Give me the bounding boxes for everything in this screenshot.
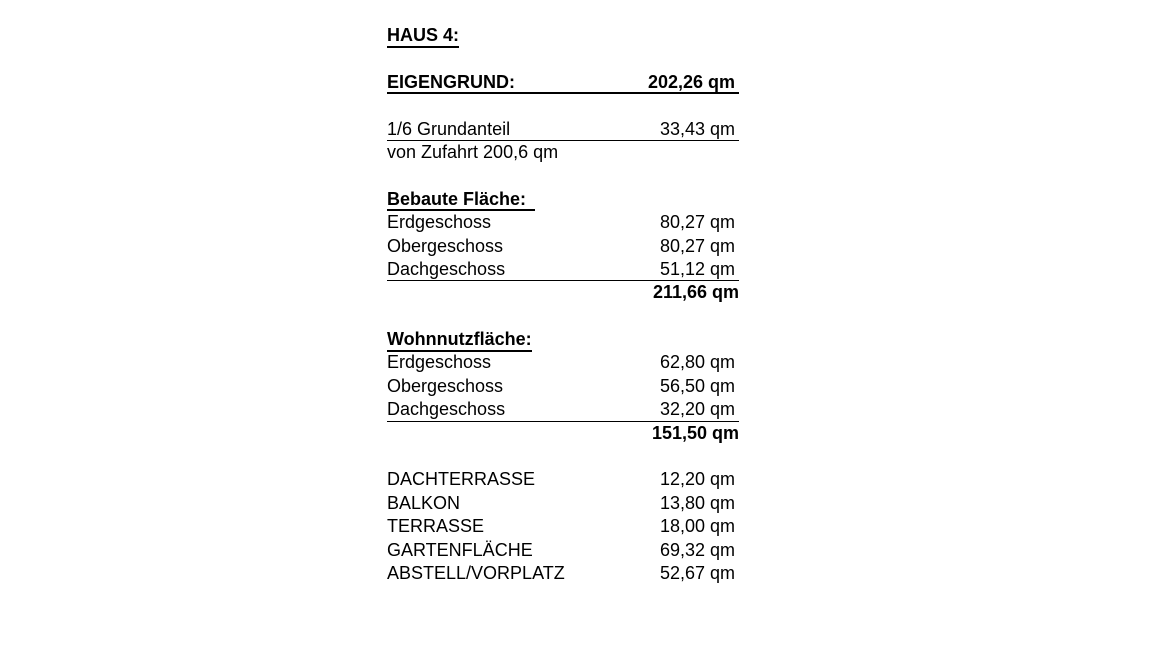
row-label: Erdgeschoss: [387, 352, 492, 373]
table-row: [387, 468, 739, 491]
table-row: [387, 562, 739, 585]
row-label: ABSTELL/VORPLATZ: [387, 562, 565, 583]
blank-line: [387, 47, 739, 70]
eigengrund-row: [387, 71, 739, 94]
table-row: [387, 211, 739, 234]
total-value: 151,50 qm: [651, 422, 739, 443]
row-label: TERRASSE: [387, 516, 485, 537]
table-row: [387, 515, 739, 538]
table-row: [387, 375, 739, 398]
row-label: Dachgeschoss: [387, 399, 506, 420]
table-row: [387, 492, 739, 515]
row-value: 52,67 qm: [659, 562, 735, 583]
row-label: Erdgeschoss: [387, 212, 492, 233]
row-label: BALKON: [387, 492, 461, 513]
table-row: [387, 258, 739, 281]
row-value: 62,80 qm: [659, 352, 735, 373]
bebaute-flaeche-heading: Bebaute Fläche:: [387, 189, 535, 212]
grundanteil-value: 33,43 qm: [659, 118, 735, 139]
row-value: 13,80 qm: [659, 492, 735, 513]
row-value: 32,20 qm: [659, 399, 735, 420]
table-row: [387, 539, 739, 562]
row-value: 56,50 qm: [659, 375, 735, 396]
row-label: Obergeschoss: [387, 235, 504, 256]
row-value: 12,20 qm: [659, 469, 735, 490]
table-row: [387, 398, 739, 421]
row-label: GARTENFLÄCHE: [387, 539, 533, 560]
table-row: [387, 351, 739, 374]
grundanteil-row: [387, 118, 739, 141]
grundanteil-note: von Zufahrt 200,6 qm: [387, 141, 559, 162]
row-value: 80,27 qm: [659, 212, 735, 233]
bebaute-flaeche-heading-line: [387, 188, 739, 211]
page-title: HAUS 4:: [387, 25, 459, 48]
wohnnutzflaeche-heading-line: [387, 328, 739, 351]
wohnnutzflaeche-heading: Wohnnutzfläche:: [387, 329, 532, 352]
row-label: Obergeschoss: [387, 375, 504, 396]
eigengrund-label: EIGENGRUND:: [387, 71, 516, 92]
row-value: 51,12 qm: [659, 258, 735, 279]
row-value: 69,32 qm: [659, 539, 735, 560]
row-value: 18,00 qm: [659, 516, 735, 537]
area-summary-document: [387, 24, 739, 585]
table-row: [387, 235, 739, 258]
eigengrund-value: 202,26 qm: [647, 71, 735, 92]
row-value: 80,27 qm: [659, 235, 735, 256]
blank-line: [387, 164, 739, 187]
grundanteil-label: 1/6 Grundanteil: [387, 118, 511, 139]
page-title-line: [387, 24, 739, 47]
blank-line: [387, 305, 739, 328]
wohnnutzflaeche-total-row: [387, 422, 739, 445]
row-label: Dachgeschoss: [387, 258, 506, 279]
bebaute-flaeche-total-row: [387, 281, 739, 304]
blank-line: [387, 94, 739, 117]
blank-line: [387, 445, 739, 468]
total-value: 211,66 qm: [652, 282, 739, 303]
row-label: DACHTERRASSE: [387, 469, 536, 490]
